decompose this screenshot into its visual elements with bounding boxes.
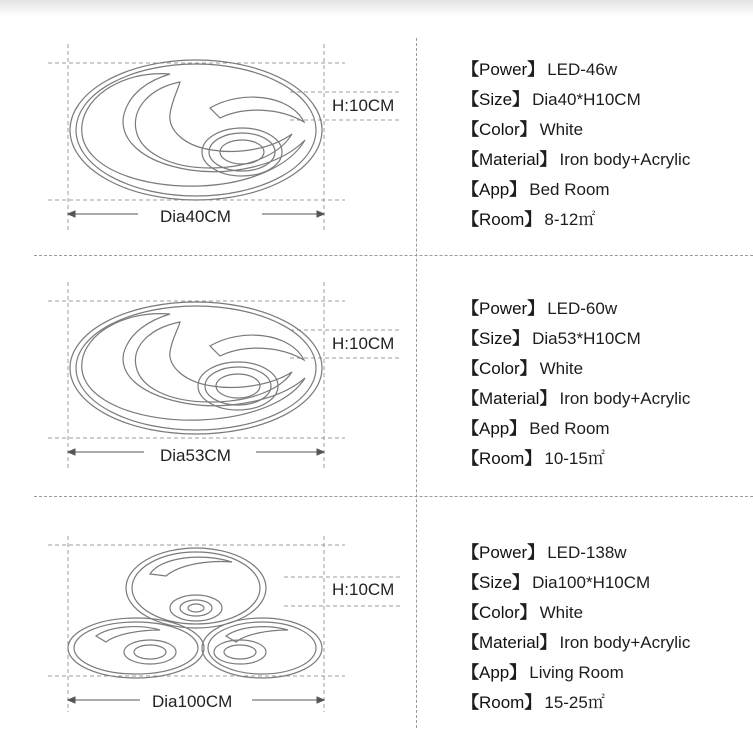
- diameter-label: Dia40CM: [160, 207, 231, 226]
- spec-app: 【App】 Bed Room: [462, 419, 610, 438]
- diameter-label: Dia100CM: [152, 692, 233, 711]
- spec-color: 【Color】 White: [462, 603, 584, 622]
- spec-color: 【Color】 White: [462, 120, 584, 139]
- diameter-label: Dia53CM: [160, 446, 231, 465]
- spec-material: 【Material】 Iron body+Acrylic: [462, 633, 691, 652]
- spec-color: 【Color】 White: [462, 359, 584, 378]
- spec-size: 【Size】 Dia40*H10CM: [462, 90, 641, 109]
- spec-material: 【Material】 Iron body+Acrylic: [462, 389, 691, 408]
- spec-room: 【Room】 8-12㎡: [462, 210, 596, 229]
- spec-size: 【Size】 Dia53*H10CM: [462, 329, 641, 348]
- spec-list: [462, 538, 690, 718]
- product-panel-dia40: [0, 30, 753, 270]
- spec-power: 【Power】 LED-138w: [462, 543, 627, 562]
- spec-room: 【Room】 15-25㎡: [462, 693, 605, 712]
- spec-power: 【Power】 LED-46w: [462, 60, 618, 79]
- top-shadow: [0, 0, 753, 16]
- height-label: H:10CM: [332, 96, 395, 115]
- spec-app: 【App】 Living Room: [462, 663, 624, 682]
- product-panel-dia100: [0, 512, 753, 752]
- product-panel-dia53: [0, 268, 753, 508]
- spec-app: 【App】 Bed Room: [462, 180, 610, 199]
- spec-list: [462, 55, 690, 235]
- height-label: H:10CM: [332, 334, 395, 353]
- spec-room: 【Room】 10-15㎡: [462, 449, 605, 468]
- spec-list: [462, 294, 690, 474]
- spec-size: 【Size】 Dia100*H10CM: [462, 573, 651, 592]
- height-label: H:10CM: [332, 580, 395, 599]
- spec-power: 【Power】 LED-60w: [462, 299, 618, 318]
- spec-material: 【Material】 Iron body+Acrylic: [462, 150, 691, 169]
